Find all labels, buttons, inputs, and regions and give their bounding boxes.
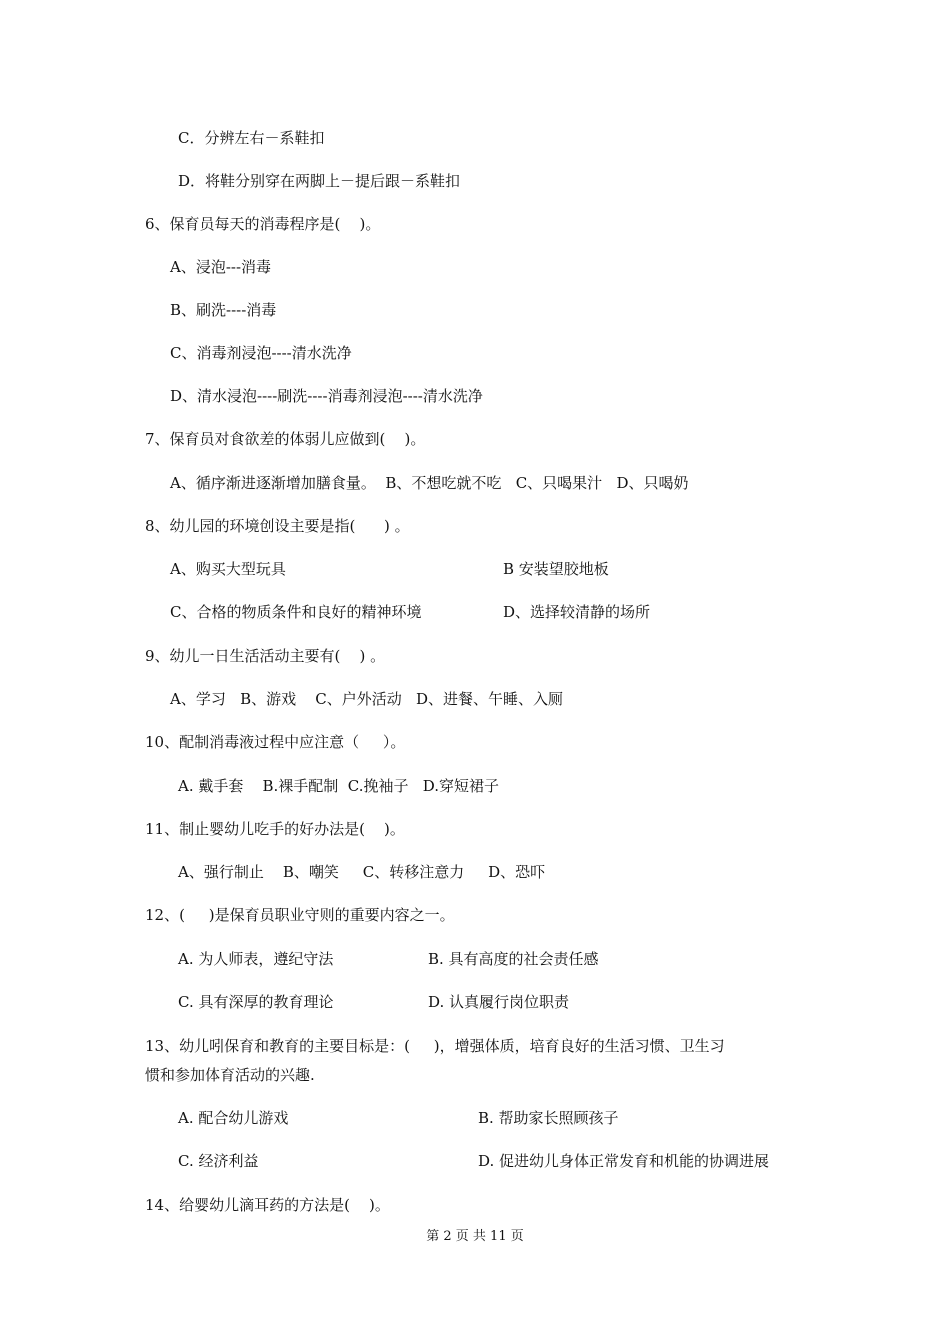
option-line: D．将鞋分别穿在两脚上－提后跟－系鞋扣 — [178, 172, 461, 190]
option-line: C．分辨左右－系鞋扣 — [178, 129, 325, 147]
option-line: D、清水浸泡----刷洗----消毒剂浸泡----清水洗净 — [170, 387, 483, 405]
option-line: D. 认真履行岗位职责 — [428, 993, 570, 1011]
question-7: 7、保育员对食欲差的体弱儿应做到( )。 — [145, 430, 426, 448]
option-line: B、刷洗----消毒 — [170, 301, 277, 319]
option-line: B 安装望胶地板 — [503, 560, 609, 578]
question-6: 6、保育员每天的消毒程序是( )。 — [145, 215, 381, 233]
question-11: 11、制止婴幼儿吃手的好办法是( )。 — [145, 820, 405, 838]
option-line: B. 帮助家长照顾孩子 — [478, 1109, 619, 1127]
question-12: 12、( )是保育员职业守则的重要内容之一。 — [145, 906, 455, 924]
question-8: 8、幼儿园的环境创设主要是指( ) 。 — [145, 517, 410, 535]
option-line: C、消毒剂浸泡----清水洗净 — [170, 344, 352, 362]
question-10: 10、配制消毒液过程中应注意（ ）。 — [145, 733, 406, 751]
option-line: A. 戴手套 B.裸手配制 C.挽袖子 D.穿短裙子 — [178, 777, 500, 795]
question-13: 13、幼儿吲保育和教育的主要目标是：( )，增强体质，培育良好的生活习惯、卫生习 — [145, 1037, 725, 1055]
option-line: C. 经济利益 — [178, 1152, 259, 1170]
question-13-continued: 惯和参加体育活动的兴趣. — [145, 1066, 315, 1084]
option-line: C. 具有深厚的教育理论 — [178, 993, 334, 1011]
option-line: D、选择较清静的场所 — [503, 603, 651, 621]
option-line: C、合格的物质条件和良好的精神环境 — [170, 603, 422, 621]
question-14: 14、给婴幼儿滴耳药的方法是( )。 — [145, 1196, 390, 1214]
option-line: A、循序渐进逐渐增加膳食量。 B、不想吃就不吃 C、只喝果汁 D、只喝奶 — [170, 474, 689, 492]
option-line: A、学习 B、游戏 C、户外活动 D、进餐、午睡、入厕 — [170, 690, 564, 708]
option-line: A. 配合幼儿游戏 — [178, 1109, 289, 1127]
question-9: 9、幼儿一日生活活动主要有( ) 。 — [145, 647, 386, 665]
option-line: A、购买大型玩具 — [170, 560, 286, 578]
option-line: A、浸泡---消毒 — [170, 258, 272, 276]
option-line: D. 促进幼儿身体正常发育和机能的协调进展 — [478, 1152, 770, 1170]
option-line: B. 具有高度的社会责任感 — [428, 950, 599, 968]
option-line: A. 为人师表，遵纪守法 — [178, 950, 334, 968]
page-footer: 第 2 页 共 11 页 — [426, 1229, 524, 1244]
option-line: A、强行制止 B、嘲笑 C、转移注意力 D、恐吓 — [178, 863, 546, 881]
